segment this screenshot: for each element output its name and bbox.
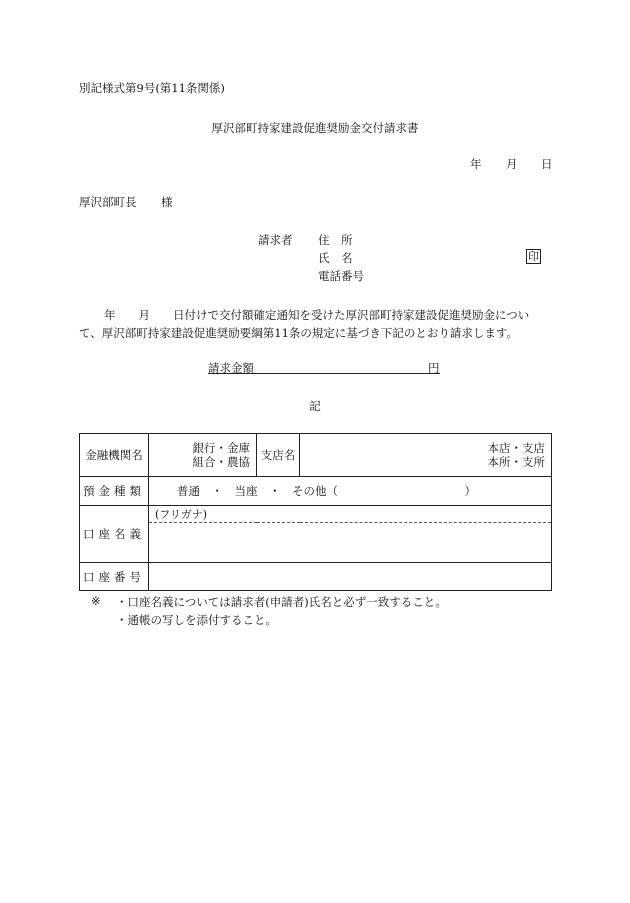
account-name-field[interactable] (149, 523, 552, 563)
ki-label: 記 (309, 399, 321, 413)
furigana-row (80, 506, 552, 523)
branch-label: 支店名 (257, 434, 300, 477)
note-mark: ※ (91, 594, 101, 608)
account-number-label: 口座番号 (80, 563, 149, 591)
amount-label: 請求金額 (208, 361, 254, 375)
phone-label: 電話番号 (318, 269, 364, 283)
date-day: 日 (541, 157, 553, 171)
account-number-field[interactable] (149, 563, 552, 591)
seal-mark: 印 (528, 250, 539, 263)
document-title: 厚沢部町持家建設促進奨励金交付請求書 (211, 121, 419, 135)
deposit-row (80, 477, 552, 506)
bank-type-2: 組合・農協 (192, 455, 250, 469)
body-line-1: 年 月 日付けで交付額確定通知を受けた厚沢部町持家建設促進奨励金につい (104, 308, 530, 322)
account-number-row (80, 563, 552, 591)
branch-type-1: 本店・支店 (487, 441, 545, 455)
note-1: ・口座名義については請求者(申請者)氏名と必ず一致すること。 (116, 595, 447, 609)
bank-row (80, 434, 552, 477)
note-2: ・通帳の写しを添付すること。 (116, 613, 277, 627)
bank-label: 金融機関名 (80, 434, 149, 477)
bank-type-cell[interactable] (149, 434, 257, 477)
bank-type-1: 銀行・金庫 (192, 441, 250, 455)
branch-type-2: 本所・支所 (487, 455, 545, 469)
date-month: 月 (506, 157, 518, 171)
date-year: 年 (470, 157, 482, 171)
bank-info-table (79, 433, 552, 591)
addressee-name: 厚沢部町長 (79, 195, 137, 209)
account-name-label: 口座名義 (80, 506, 149, 563)
claimant-label: 請求者 (258, 233, 293, 247)
form-number: 別記様式第9号(第11条関係) (79, 81, 225, 95)
furigana-field[interactable]: (フリガナ) (149, 506, 552, 523)
amount-unit: 円 (428, 361, 440, 375)
addressee-honorific: 様 (161, 195, 173, 209)
branch-type-cell[interactable] (300, 434, 552, 477)
seal-box (526, 249, 541, 264)
body-line-2: て、厚沢部町持家建設促進奨励要綱第11条の規定に基づき下記のとおり請求します。 (79, 326, 518, 340)
deposit-label: 預金種類 (80, 477, 149, 506)
address-label: 住 所 (318, 233, 353, 247)
account-name-row (80, 523, 552, 563)
name-label: 氏 名 (318, 251, 353, 265)
deposit-options[interactable]: 普通 ・ 当座 ・ その他（ ） (149, 477, 552, 506)
